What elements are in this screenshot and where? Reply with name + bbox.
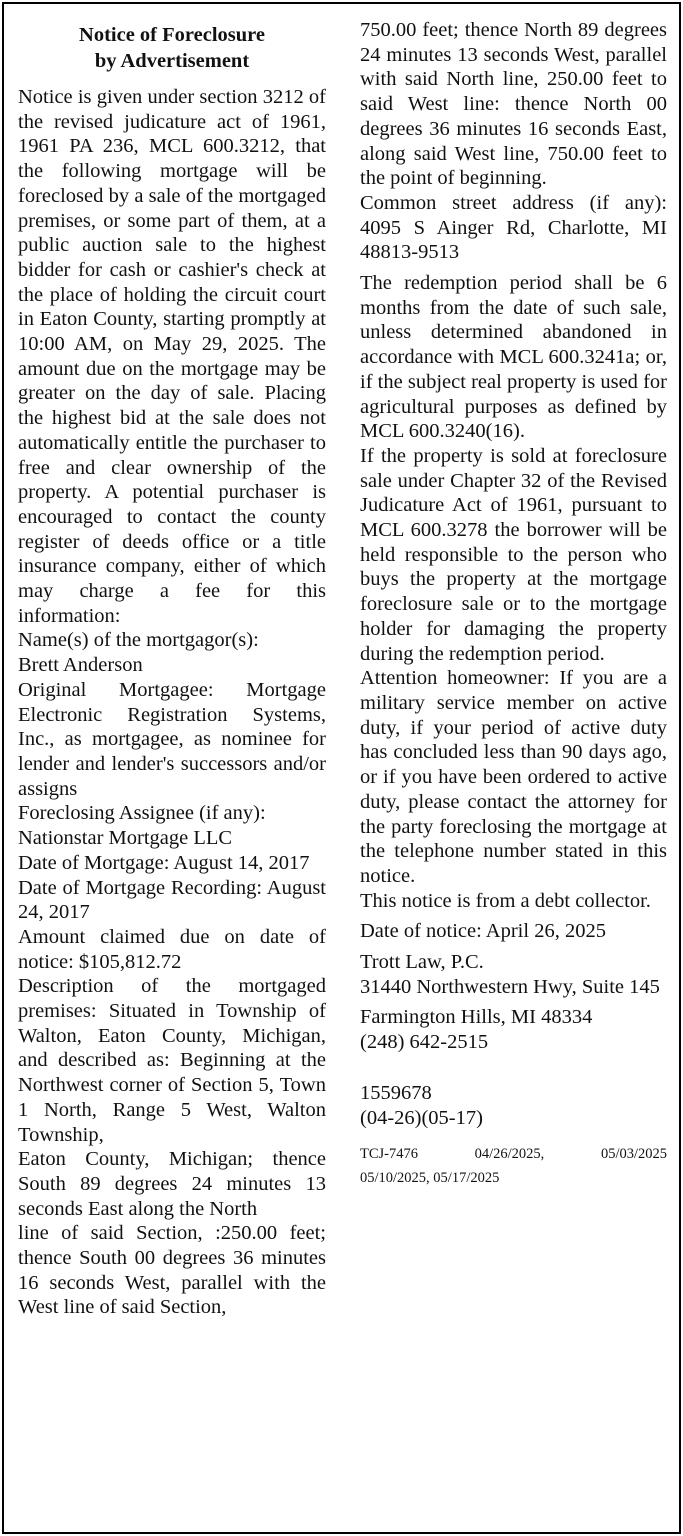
title-line-2: by Advertisement [94,50,250,72]
military-paragraph: Attention homeowner: If you are a military service member on active duty, if your period of active duty has concluded less than 90 days ago, or if you have been ordered to active duty, please contact the attorney for the party foreclosing the mortgage at the telephone number stated in this notice. [360,667,667,887]
date-of-notice: Date of notice: April 26, 2025 [360,920,606,943]
reference-number: 1559678 [360,1081,432,1104]
assignee-label: Foreclosing Assignee (if any): [18,802,266,825]
date-of-recording: Date of Mortgage Recording: August 24, 2017 [18,876,326,924]
description-part-4: 750.00 feet; thence North 89 degrees 24 minutes 13 seconds West, parallel with said North line, 250.00 feet to said West line: thence North 00 degrees 36 minutes 16 seconds East, along said West line, 750.00 feet to the point of beginning. [360,19,667,190]
redemption-paragraph: The redemption period shall be 6 months from the date of such sale, unless determined abandoned in accordance with MCL 600.3241a; or, if the subject real property is used for agricultural purposes as defined by MCL 600.3240(16). [360,272,667,443]
mortgagor-value: Brett Anderson [18,654,143,677]
notice-title [18,22,326,74]
publication-row-1 [360,1142,667,1166]
notice-frame [2,2,681,1534]
firm-address-1: 31440 Northwestern Hwy, Suite 145 [360,975,660,998]
publication-date-2: 05/03/2025 [600,1146,667,1163]
description-part-2: Eaton County, Michigan; thence South 89 degrees 24 minutes 13 seconds East along the North [18,1148,326,1220]
left-column [18,16,326,1320]
firm-phone: (248) 642-2515 [360,1031,489,1054]
title-line-1: Notice of Foreclosure [79,24,265,46]
publication-row-2: 05/10/2025, 05/17/2025 [360,1170,500,1187]
original-mortgagee: Original Mortgagee: Mortgage Electronic Registration Systems, Inc., as mortgagee, as nominee for lender and lender's successors and/or assigns [18,678,326,800]
intro-paragraph: Notice is given under section 3212 of the revised judicature act of 1961, 1961 PA 236, MCL 600.3212, that the following mortgage will be foreclosed by a sale of the mortgaged premises, or some part of them, at a public auction sale to the highest bidder for cash or cashier's check at the place of holding the circuit court in Eaton County, starting promptly at 10:00 AM, on May 29, 2025. The amount due on the mortgage may be greater on the day of sale. Placing the highest bid at the sale does not automatically entitle the purchaser to free and clear ownership of the property. A potential purchaser is encouraged to contact the county register of deeds office or a title insurance company, either of which may charge a fee for this information: [18,86,326,627]
street-address: Common street address (if any): 4095 S Ainger Rd, Charlotte, MI 48813-9513 [360,191,667,264]
assignee-value: Nationstar Mortgage LLC [18,827,233,850]
tcj-id: TCJ-7476 [360,1146,418,1163]
description-part-1: Description of the mortgaged premises: Situated in Township of Walton, Eaton County, Michigan, and described as: Beginning at the Northwest corner of Section 5, Town 1 North, Range 5 West, Walton Township, [18,975,326,1146]
firm-name: Trott Law, P.C. [360,951,484,974]
reference-dates: (04-26)(05-17) [360,1106,483,1129]
spacer [360,1055,667,1081]
debt-collector-statement: This notice is from a debt collector. [360,889,651,912]
mortgagor-label: Name(s) of the mortgagor(s): [18,629,259,652]
description-part-3: line of said Section, :250.00 feet; thence South 00 degrees 36 minutes 16 seconds West, parallel with the West line of said Section, [18,1222,326,1319]
amount-claimed: Amount claimed due on date of notice: $105,812.72 [18,925,326,973]
date-of-mortgage: Date of Mortgage: August 14, 2017 [18,851,310,874]
firm-address-2: Farmington Hills, MI 48334 [360,1006,593,1029]
liability-paragraph: If the property is sold at foreclosure sale under Chapter 32 of the Revised Judicature Act of 1961, pursuant to MCL 600.3278 the borrower will be held responsible to the person who buys the property at the mortgage foreclosure sale or to the mortgage holder for damaging the property during the redemption period. [360,444,667,665]
right-column [360,18,667,1190]
publication-date-1: 04/26/2025, [474,1146,545,1163]
